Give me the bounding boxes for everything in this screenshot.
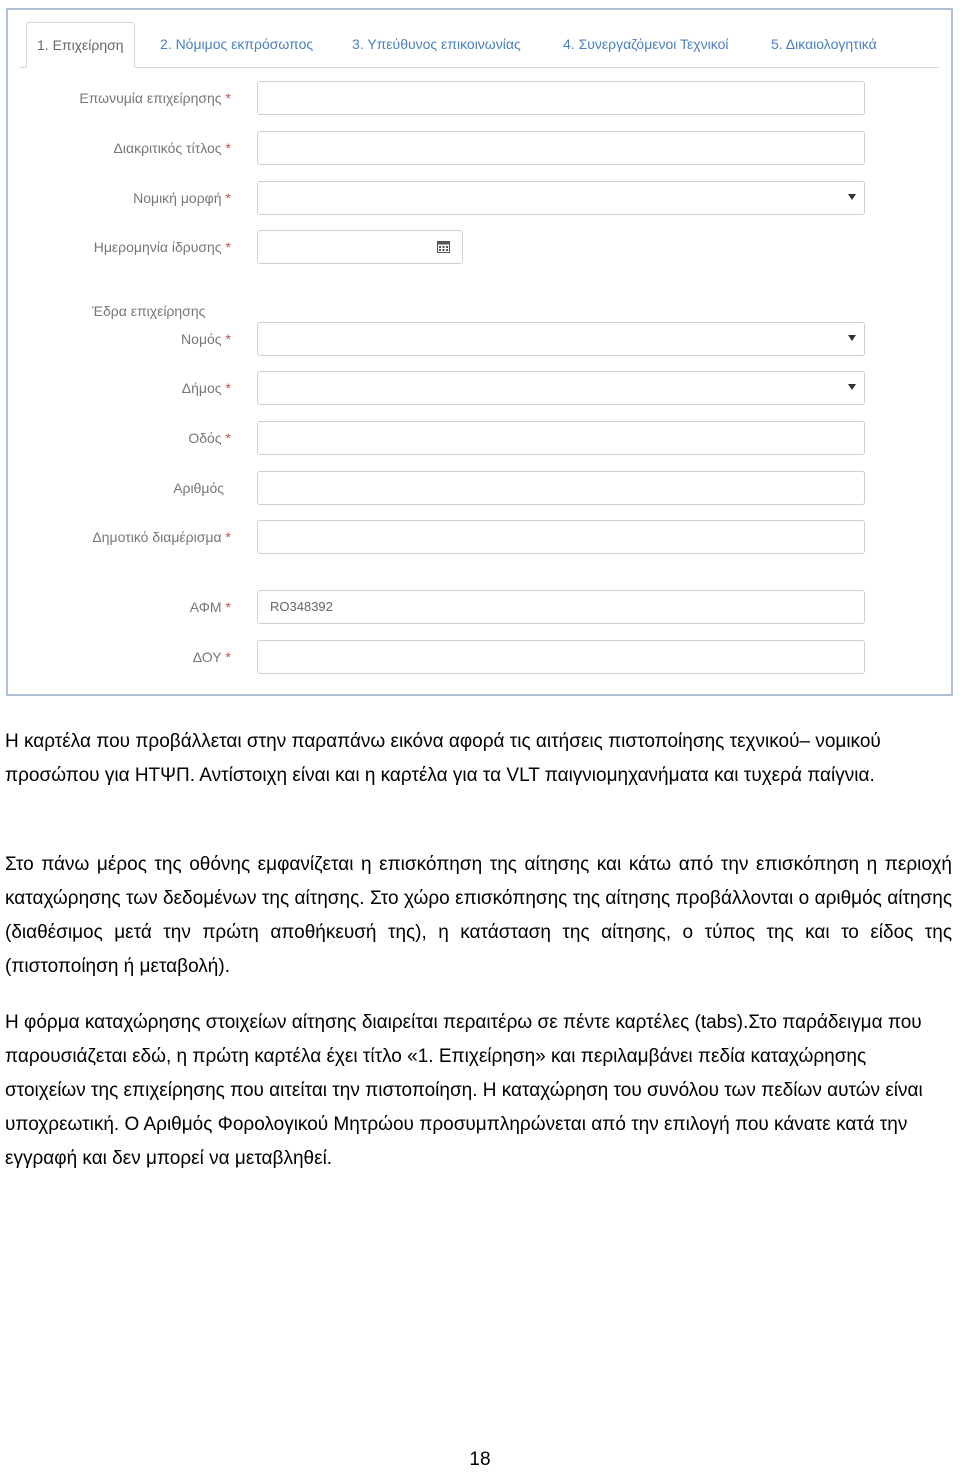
caret-down-icon (848, 194, 856, 200)
tab-nomimos-ekprosopos[interactable]: 2. Νόμιμος εκπρόσωπος (160, 36, 314, 52)
afm-input[interactable]: RO348392 (257, 590, 865, 624)
diakritikos-titlos-input[interactable] (257, 131, 865, 165)
field-label-dimos (182, 380, 231, 396)
required-mark: * (225, 90, 231, 106)
required-mark: * (225, 529, 231, 545)
label-text: Ημερομηνία ίδρυσης (93, 239, 222, 255)
required-mark: * (225, 331, 231, 347)
nomiki-morfi-select[interactable] (257, 181, 865, 215)
paragraph-overview: Στο πάνω μέρος της οθόνης εμφανίζεται η επισκόπηση της αίτησης και κάτω από την επισκόπηση η περιοχή καταχώρησης των δεδομένων της αίτησης. Στο χώρο επισκόπησης της αίτησης προβάλλονται ο αριθμός αίτησης (διαθέσιμος μετά την πρώτη αποθήκευσή της), η κατάσταση της αίτησης, ο τύπος της και το είδος της (πιστοποίηση ή μεταβολή). (5, 854, 952, 977)
field-label-arithmos (173, 480, 224, 496)
caret-down-icon (848, 384, 856, 390)
doy-input[interactable] (257, 640, 865, 674)
field-label-dimotiko-diamerisma (92, 529, 231, 545)
dimos-select[interactable] (257, 371, 865, 405)
required-mark: * (225, 140, 231, 156)
required-mark: * (225, 380, 231, 396)
eponymia-input[interactable] (257, 81, 865, 115)
field-label-diakritikos-titlos (114, 140, 231, 156)
tab-bar (20, 22, 939, 68)
field-label-doy (193, 649, 231, 665)
imerominia-idrysis-input[interactable] (257, 230, 463, 264)
label-text: ΑΦΜ (189, 599, 222, 615)
caret-down-icon (848, 335, 856, 341)
field-label-odos (188, 430, 231, 446)
field-label-nomiki-morfi (133, 190, 231, 206)
required-mark: * (225, 190, 231, 206)
label-text: Επωνυμία επιχείρησης (79, 90, 222, 106)
dimotiko-diamerisma-input[interactable] (257, 520, 865, 554)
field-label-afm (190, 599, 231, 615)
tab-dikaiologitika[interactable]: 5. Δικαιολογητικά (771, 36, 877, 52)
required-mark: * (225, 649, 231, 665)
label-text: Δήμος (181, 380, 222, 396)
nomos-select[interactable] (257, 322, 865, 356)
required-mark: * (225, 239, 231, 255)
label-text: ΔΟΥ (192, 649, 222, 665)
label-text: Διακριτικός τίτλος (113, 140, 222, 156)
required-mark: * (225, 599, 231, 615)
label-text: Αριθμός (173, 480, 224, 496)
field-label-nomos (181, 331, 231, 347)
label-text: Νομική μορφή (133, 190, 222, 206)
odos-input[interactable] (257, 421, 865, 455)
form-screenshot (6, 8, 953, 696)
label-text: Νομός (181, 331, 222, 347)
tab-ypeythynos-epikoinonias[interactable]: 3. Υπεύθυνος επικοινωνίας (352, 36, 521, 52)
paragraph-intro: Η καρτέλα που προβάλλεται στην παραπάνω εικόνα αφορά τις αιτήσεις πιστοποίησης τεχνικού– νομικού προσώπου για ΗΤΨΠ. Αντίστοιχη είναι και η καρτέλα για τα VLT παιγνιομηχανήματα και τυχερά παίγνια. (5, 731, 881, 786)
field-label-imerominia-idrysis (94, 239, 231, 255)
tab-synergazomenoi-texnikoi[interactable]: 4. Συνεργαζόμενοι Τεχνικοί (563, 36, 729, 52)
tab-epixeirisi[interactable]: 1. Επιχείρηση (26, 22, 135, 68)
label-text: Οδός (188, 430, 222, 446)
paragraph-tabs: Η φόρμα καταχώρησης στοιχείων αίτησης διαιρείται περαιτέρω σε πέντε καρτέλες (tabs).Στο παράδειγμα που παρουσιάζεται εδώ, η πρώτη καρτέλα έχει τίτλο «1. Επιχείρηση» και περιλαμβάνει πεδία καταχώρησης στοιχείων της επιχείρησης που αιτείται την πιστοποίηση. Η καταχώρηση του συνόλου των πεδίων αυτών είναι υποχρεωτική. Ο Αριθμός Φορολογικού Μητρώου προσυμπληρώνεται από την επιλογή που κάνατε κατά την εγγραφή και δεν μπορεί να μεταβληθεί. (5, 1012, 923, 1169)
page-number: 18 (469, 1449, 491, 1470)
section-label-edra: Έδρα επιχείρησης (92, 303, 206, 319)
required-mark: * (225, 430, 231, 446)
calendar-icon[interactable] (437, 240, 450, 253)
arithmos-input[interactable] (257, 471, 865, 505)
field-label-eponymia (79, 90, 231, 106)
label-text: Δημοτικό διαμέρισμα (92, 529, 222, 545)
